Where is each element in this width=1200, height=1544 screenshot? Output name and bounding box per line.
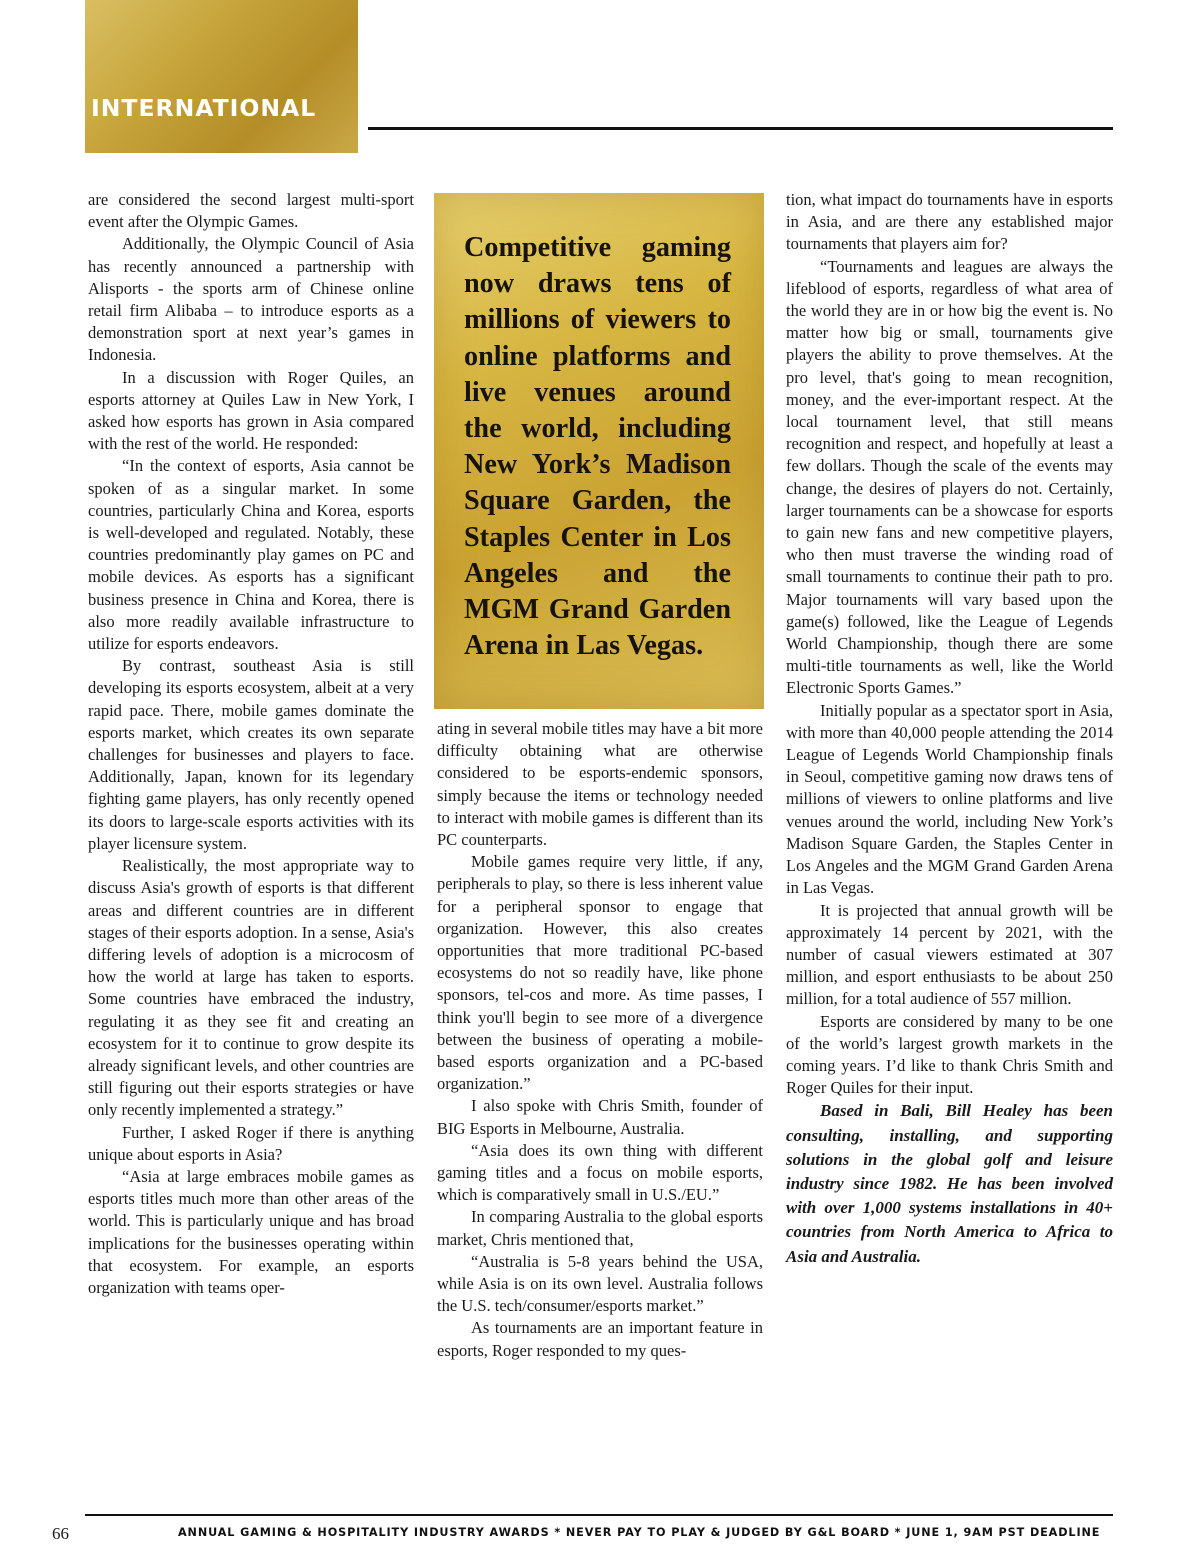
paragraph: “Asia at large embraces mobile games as esports titles much more than other areas of the world. This is particularly unique and has broad implications for the businesses operating within that ecosystem. For example, an esports organization with teams oper- (88, 1166, 414, 1297)
section-header-box (85, 0, 358, 153)
paragraph: In a discussion with Roger Quiles, an esports attorney at Quiles Law in New York, I asked how esports has grown in Asia compared with the rest of the world. He responded: (88, 367, 414, 454)
paragraph: “Australia is 5-8 years behind the USA, while Asia is on its own level. Australia follows the U.S. tech/consumer/esports market.” (437, 1251, 763, 1316)
paragraph: Further, I asked Roger if there is anything unique about esports in Asia? (88, 1122, 414, 1164)
paragraph: tion, what impact do tournaments have in esports in Asia, and are there any established major tournaments that players aim for? (786, 190, 1113, 254)
article-column-3 (786, 189, 1113, 1269)
paragraph: “Asia does its own thing with different gaming titles and a focus on mobile esports, which is comparatively small in U.S./EU.” (437, 1140, 763, 1205)
section-label: INTERNATIONAL (91, 94, 317, 122)
paragraph: Mobile games require very little, if any, peripherals to play, so there is less inherent value for a peripheral sponsor to engage that organization. However, this also creates opportunities that more traditional PC-based ecosystems do not so readily have, like phone sponsors, tel-cos and more. As time passes, I think you'll begin to see more of a divergence between the business of operating a mobile-based esports organization and a PC-based organization.” (437, 852, 763, 1094)
paragraph: “In the context of esports, Asia cannot be spoken of as a singular market. In some countries, particularly China and Korea, esports is well-developed and regulated. Notably, these countries predominantly play games on PC and mobile devices. As esports has a significant business presence in China and Korea, there is also more readily available infrastructure to utilize for esports endeavors. (88, 456, 414, 654)
paragraph: Esports are considered by many to be one of the world’s largest growth markets in the coming years. I’d like to thank Chris Smith and Roger Quiles for their input. (786, 1011, 1113, 1098)
paragraph: By contrast, southeast Asia is still developing its esports ecosystem, albeit at a very rapid pace. There, mobile games dominate the esports market, which creates its own separate challenges for businesses and players to face. Additionally, Japan, known for its legendary fighting game players, has only recently opened its doors to large-scale esports activities with its player licensure system. (88, 656, 414, 853)
paragraph: Additionally, the Olympic Council of Asia has recently announced a partnership with Alisports - the sports arm of Chinese online retail firm Alibaba – to introduce esports as a demonstration sport at next year’s games in Indonesia. (88, 234, 414, 365)
paragraph: are considered the second largest multi-sport event after the Olympic Games. (88, 190, 414, 232)
footer-rule (85, 1514, 1113, 1516)
paragraph: Initially popular as a spectator sport in Asia, with more than 40,000 people attending the 2014 League of Legends World Championship finals in Seoul, competitive gaming now draws tens of millions of viewers to online platforms and live venues around the world, including New York’s Madison Square Garden, the Staples Center in Los Angeles and the MGM Grand Garden Arena in Las Vegas. (786, 700, 1113, 898)
paragraph: “Tournaments and leagues are always the lifeblood of esports, regardless of what area of the world they are in or how big the event is. No matter how big or small, tournaments give players the ability to prove themselves. At the pro level, that's going to mean recognition, money, and the ever-important respect. At the local tournament level, that still means recognition and respect, and hopefully at least a few dollars. Though the scale of the events may change, the desires of players do not. Certainly, larger tournaments can be a showcase for esports to gain new fans and new competitive players, who then must traverse the winding road of small tournaments to continue their path to pro. Major tournaments will vary based upon the game(s) followed, like the League of Legends World Championship, though there are some multi-title tournaments as well, like the World Electronic Sports Games.” (786, 256, 1113, 698)
footer-banner-text: ANNUAL GAMING & HOSPITALITY INDUSTRY AWARDS * NEVER PAY TO PLAY & JUDGED BY G&L BOARD * JUNE 1, 9AM PST DEADLINE (178, 1526, 1101, 1539)
article-column-1 (88, 189, 414, 1299)
pull-quote-text: Competitive gaming now draws tens of millions of viewers to online platforms and live venues around the world, including New York’s Madison Square Garden, the Staples Center in Los Angeles and the MGM Grand Garden Arena in Las Vegas. (464, 232, 731, 662)
paragraph: Realistically, the most appropriate way to discuss Asia's growth of esports is that different areas and different countries are in different stages of their esports adoption. In a sense, Asia's differing levels of adoption is a microcosm of how the world at large has taken to esports. Some countries have embraced the industry, regulating it as they see fit and creating an ecosystem for it to continue to grow despite its already significant levels, and other countries are still figuring out their esports strategies or have only recently implemented a strategy.” (88, 856, 414, 1120)
paragraph: As tournaments are an important feature in esports, Roger responded to my ques- (437, 1318, 763, 1360)
article-column-2 (437, 718, 763, 1362)
paragraph: It is projected that annual growth will be approximately 14 percent by 2021, with the number of casual viewers estimated at 307 million, and esport enthusiasts to be about 250 million, for a total audience of 557 million. (786, 900, 1113, 1009)
page-number: 66 (52, 1524, 69, 1543)
header-rule (368, 127, 1113, 130)
paragraph: In comparing Australia to the global esports market, Chris mentioned that, (437, 1207, 763, 1249)
paragraph: ating in several mobile titles may have a bit more difficulty obtaining what are otherwise considered to be esports-endemic sponsors, simply because the items or technology needed to interact with mobile games is different than its PC counterparts. (437, 719, 763, 850)
pull-quote-box (434, 193, 764, 709)
paragraph: I also spoke with Chris Smith, founder of BIG Esports in Melbourne, Australia. (437, 1096, 763, 1138)
author-bio: Based in Bali, Bill Healey has been consulting, installing, and supporting solutions in the global golf and leisure industry since 1982. He has been involved with over 1,000 systems installations in 40+ countries from North America to Africa to Asia and Australia. (786, 1101, 1113, 1266)
